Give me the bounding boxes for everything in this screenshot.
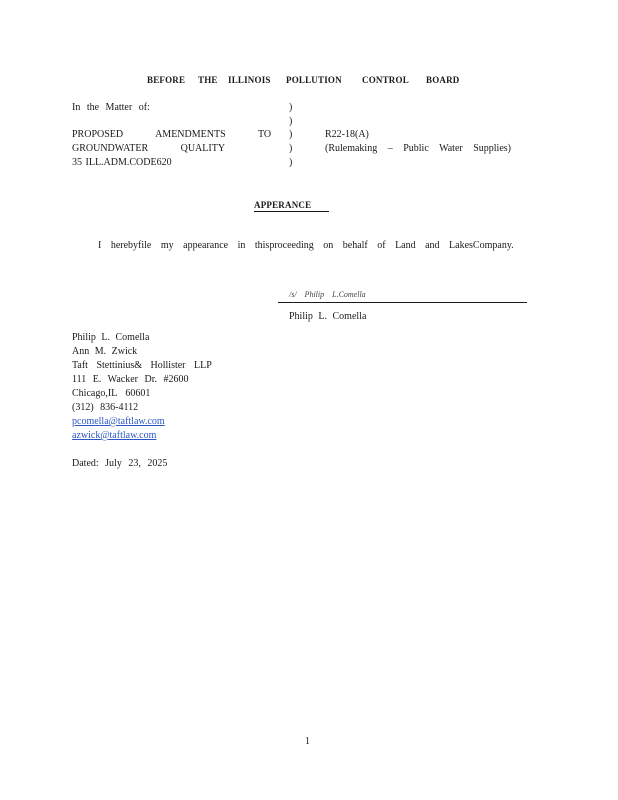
matter-line: PROPOSED AMENDMENTS TO xyxy=(72,129,272,140)
contact-line: Ann M. Zwick xyxy=(72,346,138,357)
caption-word: CONTROL xyxy=(362,75,409,85)
matter-line: GROUNDWATER QUALITY xyxy=(72,143,226,154)
paren: ) xyxy=(289,157,293,168)
document-title xyxy=(254,200,329,212)
rulemaking-subject: (Rulemaking – Public Water Supplies) xyxy=(325,143,511,154)
contact-line: Taft Stettinius& Hollister LLP xyxy=(72,360,212,371)
caption-word: ILLINOIS xyxy=(228,75,271,85)
contact-line: (312) 836-4112 xyxy=(72,402,139,413)
caption-word: THE xyxy=(198,75,218,85)
appearance-statement: I herebyfile my appearance in thisproceeding on behalf of Land and LakesCompany. xyxy=(98,240,514,251)
matter-line: 35 ILL.ADM.CODE620 xyxy=(72,157,172,168)
caption-word: BEFORE xyxy=(147,75,186,85)
paren: ) xyxy=(289,129,293,140)
electronic-signature: /s/ Philip L.Comella xyxy=(289,290,366,299)
matter-intro: In the Matter of: xyxy=(72,102,150,113)
signer-name: Philip L. Comella xyxy=(289,311,367,322)
page-number: 1 xyxy=(305,736,310,747)
caption-word: POLLUTION xyxy=(286,75,342,85)
email-link[interactable]: pcomella@taftlaw.com xyxy=(72,416,165,427)
contact-line: Philip L. Comella xyxy=(72,332,150,343)
paren: ) xyxy=(289,102,293,113)
signature-line xyxy=(278,302,527,303)
docket-number: R22-18(A) xyxy=(325,129,369,140)
document-title-text: APPERANCE xyxy=(254,200,312,210)
contact-line: Chicago,IL 60601 xyxy=(72,388,151,399)
dated-line: Dated: July 23, 2025 xyxy=(72,458,168,469)
paren: ) xyxy=(289,143,293,154)
email-link[interactable]: azwick@taftlaw.com xyxy=(72,430,157,441)
contact-line: 111 E. Wacker Dr. #2600 xyxy=(72,374,189,385)
caption-word: BOARD xyxy=(426,75,460,85)
paren: ) xyxy=(289,116,293,127)
